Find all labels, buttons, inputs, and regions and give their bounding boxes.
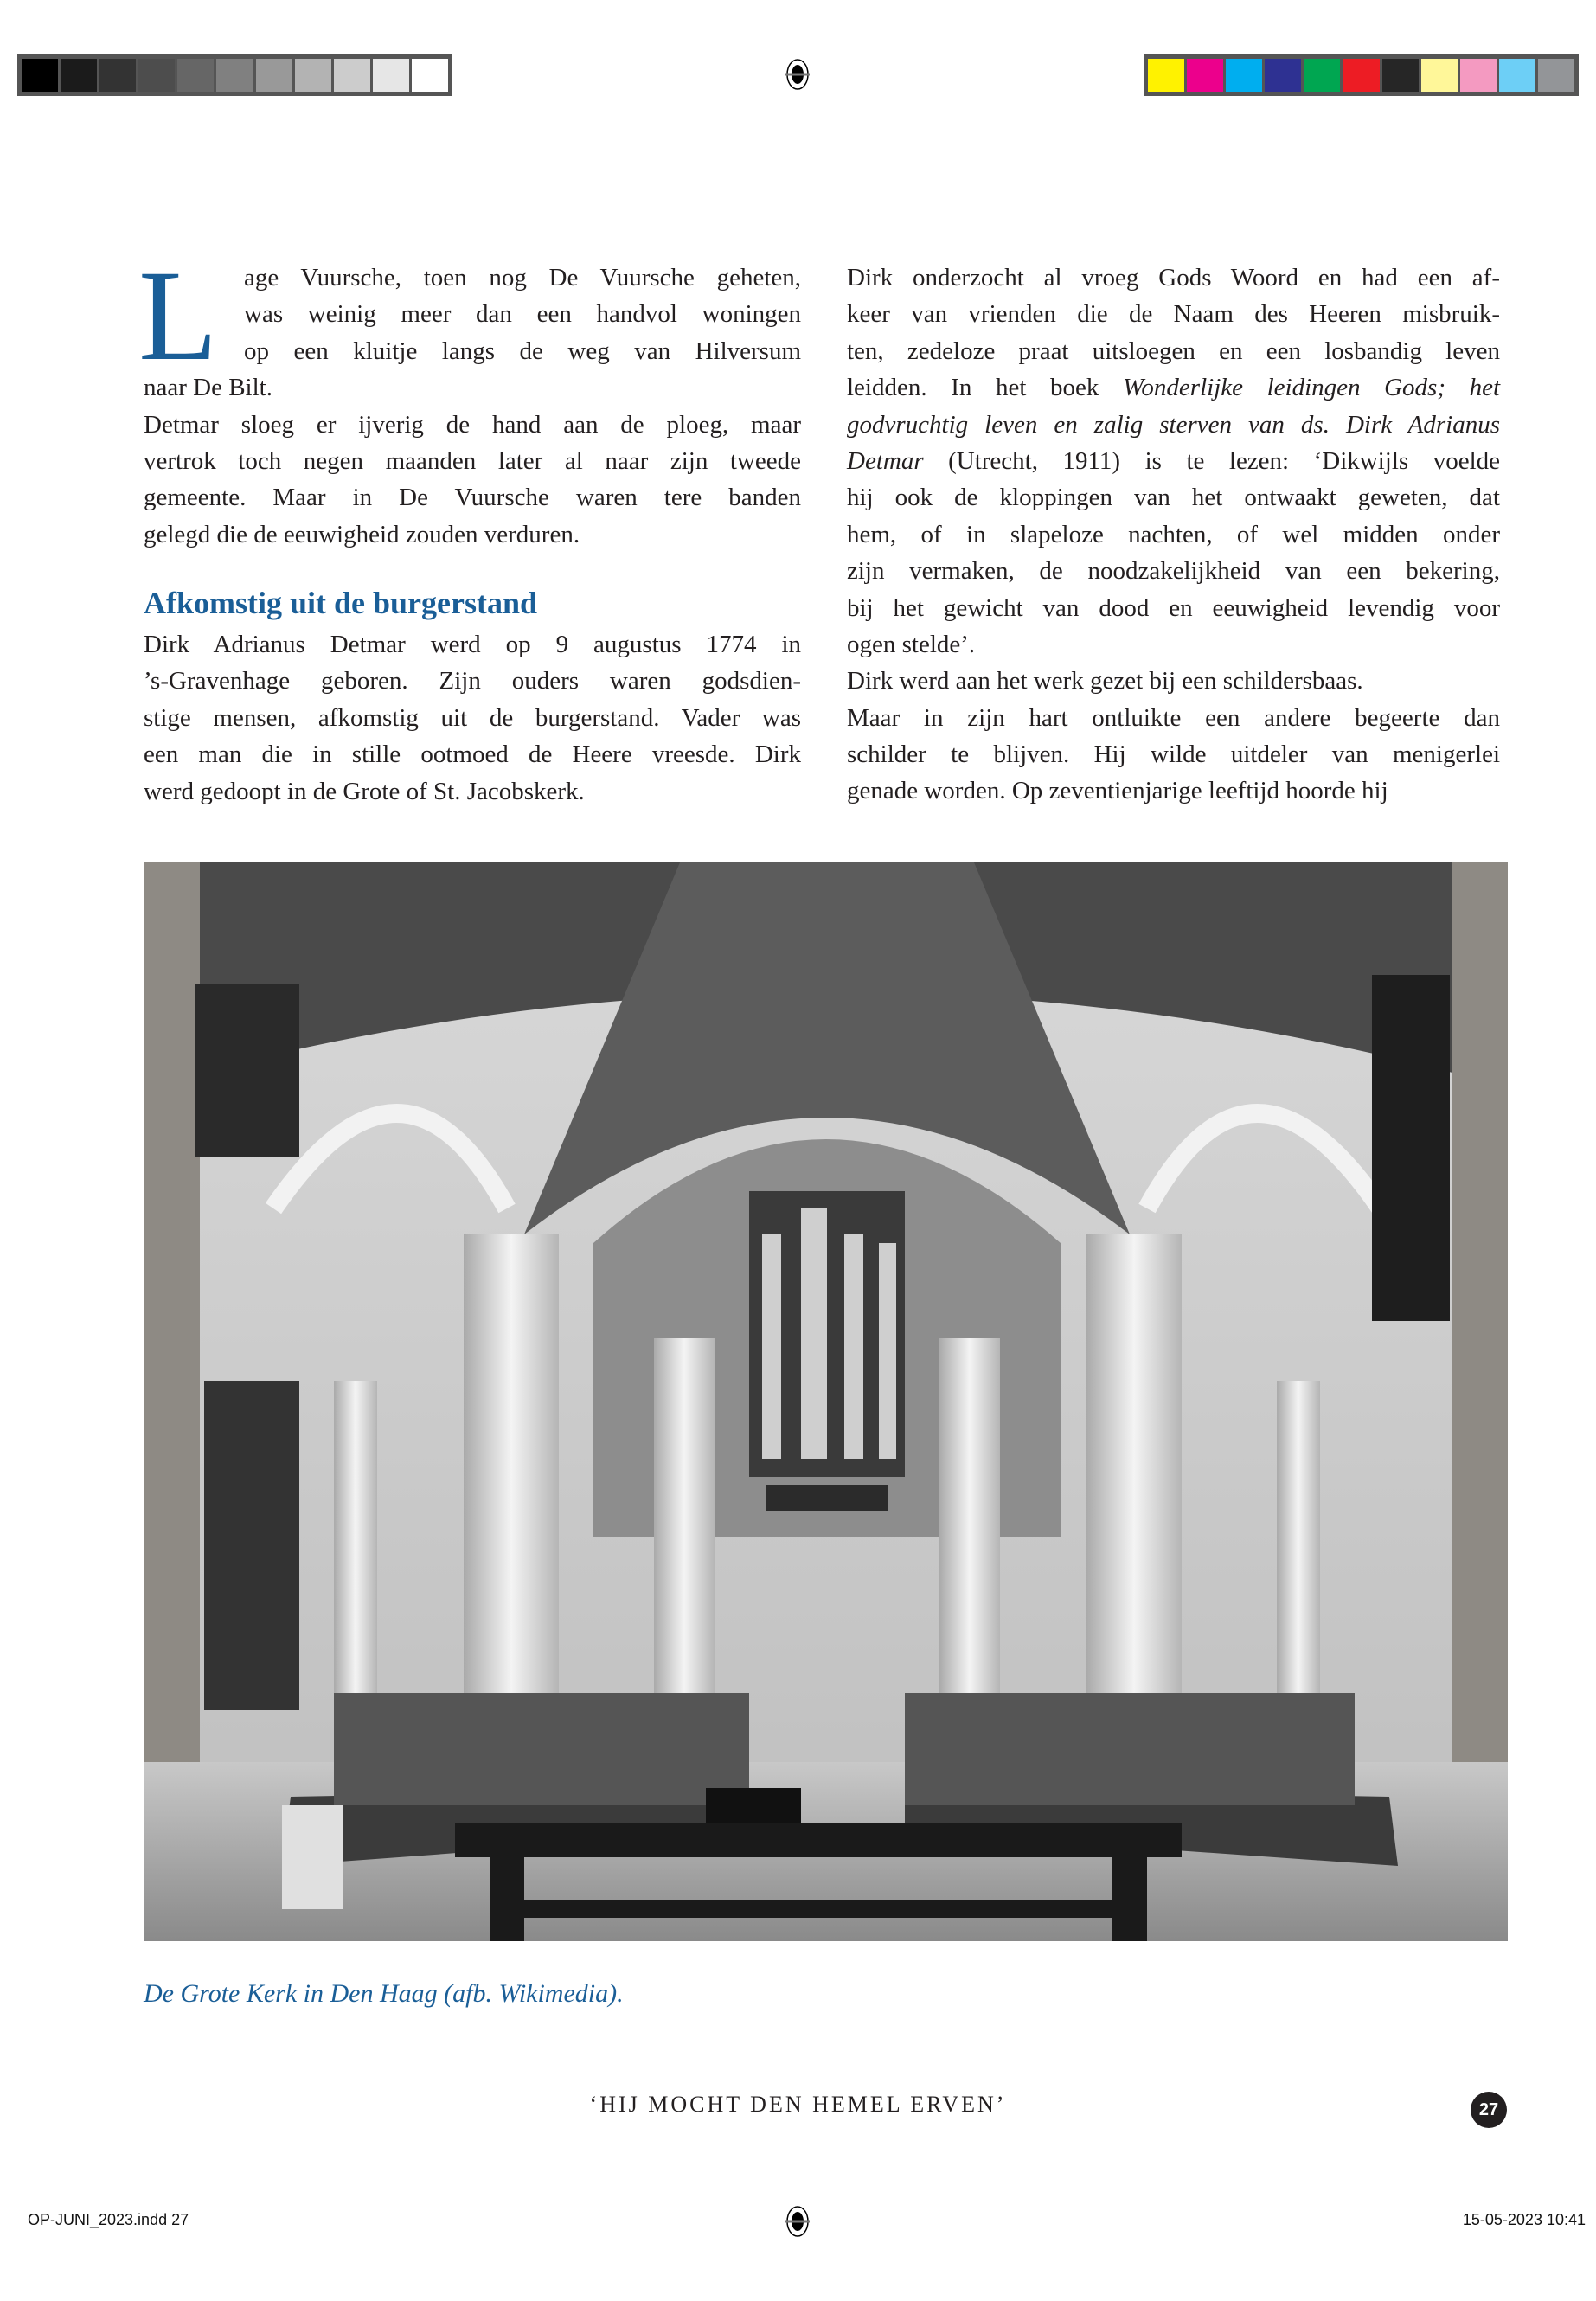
registration-mark-icon [785,57,811,92]
text-line [847,479,1500,516]
text-segment: Dirk werd aan het werk gezet bij een schildersbaas. [847,667,1363,695]
color-swatch [216,59,253,92]
color-swatch [1421,59,1458,92]
cmyk-color-bar [1144,54,1579,96]
text-segment: ten, zedeloze praat uitsloegen en een losbandig leven [847,336,1500,365]
right-column [847,260,1500,810]
registration-mark-icon [785,2204,811,2239]
grayscale-color-bar [17,54,452,96]
running-head: ‘HIJ MOCHT DEN HEMEL ERVEN’ [589,2092,1007,2117]
color-swatch [99,59,136,92]
text-line [144,700,801,736]
text-line [847,736,1500,772]
color-swatch [334,59,370,92]
text-segment: naar De Bilt. [144,374,272,402]
text-line [847,663,1500,699]
text-segment: bij het gewicht van dood en eeuwigheid levendig voor [847,593,1500,622]
text-line [144,479,801,516]
text-line [847,772,1500,809]
color-swatch [373,59,409,92]
color-swatch [412,59,448,92]
text-segment: hij ook de kloppingen van het ontwaakt geweten, dat [847,484,1500,512]
text-line [244,296,801,332]
color-swatch [1538,59,1574,92]
text-segment: stige mensen, afkomstig uit de burgerstand. Vader was [144,703,801,732]
color-swatch [1460,59,1497,92]
color-swatch [61,59,97,92]
text-segment: werd gedoopt in de Grote of St. Jacobskerk. [144,777,585,805]
text-segment: leidden. In het boek [847,374,1123,402]
text-line [847,407,1500,443]
slug-filename: OP-JUNI_2023.indd 27 [28,2211,189,2228]
text-line [144,663,801,699]
text-segment: age Vuursche, toen nog De Vuursche geheten, [244,264,801,292]
text-line [847,590,1500,626]
color-swatch [1148,59,1184,92]
slug-timestamp: 15-05-2023 10:41 [1462,2211,1586,2228]
text-segment: (Utrecht, 1911) is te lezen: ‘Dikwijls voelde [923,446,1500,475]
page-number-badge: 27 [1471,2092,1507,2128]
text-segment: hem, of in slapeloze nachten, of wel midden onder [847,520,1500,548]
text-line [847,553,1500,589]
color-swatch [1265,59,1301,92]
text-line [144,407,801,443]
section-heading: Afkomstig uit de burgerstand [144,586,538,620]
color-swatch [1343,59,1379,92]
text-line [144,516,801,553]
color-swatch [295,59,331,92]
drop-cap: L [138,244,218,388]
text-line [144,773,801,810]
church-interior-photo [144,862,1508,1941]
italic-title-text: Detmar [847,446,924,475]
text-line [847,443,1500,479]
text-segment: ogen stelde’. [847,630,976,658]
text-line [244,333,801,369]
text-segment: Dirk onderzocht al vroeg Gods Woord en had een af- [847,264,1500,292]
text-line [144,736,801,772]
italic-title-text: Wonderlijke leidingen Gods; het [1122,374,1501,402]
text-segment: ’s-Gravenhage geboren. Zijn ouders waren godsdien- [144,667,801,695]
text-segment: Maar in zijn hart ontluikte een andere begeerte dan [847,703,1500,732]
text-line [847,626,1500,663]
color-swatch [177,59,214,92]
text-segment: vertrok toch negen maanden later al naar zijn tweede [144,446,801,475]
color-swatch [256,59,292,92]
italic-title-text: godvruchtig leven en zalig sterven van ds. Dirk Adrianus [847,410,1500,439]
text-line [847,333,1500,369]
text-line [847,700,1500,736]
text-line [847,260,1500,296]
photo-caption: De Grote Kerk in Den Haag (afb. Wikimedia). [144,1979,624,2008]
color-swatch [1382,59,1419,92]
text-line [244,260,801,296]
text-line [847,369,1500,406]
color-swatch [1226,59,1262,92]
color-swatch [1499,59,1535,92]
text-segment: gemeente. Maar in De Vuursche waren tere banden [144,484,801,512]
text-line [144,443,801,479]
text-segment: was weinig meer dan een handvol woningen [244,300,801,329]
text-segment: genade worden. Op zeventienjarige leeftijd hoorde hij [847,777,1388,805]
color-swatch [1304,59,1340,92]
text-segment: keer van vrienden die de Naam des Heeren misbruik- [847,300,1500,329]
text-segment: een man die in stille ootmoed de Heere vreesde. Dirk [144,740,801,769]
text-segment: Dirk Adrianus Detmar werd op 9 augustus 1774 in [144,631,801,658]
color-swatch [138,59,175,92]
text-segment: Detmar sloeg er ijverig de hand aan de ploeg, maar [144,410,801,439]
text-line [144,369,801,406]
left-column-section [144,626,801,810]
color-swatch [22,59,58,92]
text-line [847,296,1500,332]
left-column-intro [144,260,801,553]
text-line [144,626,801,663]
text-segment: schilder te blijven. Hij wilde uitdeler van menigerlei [847,740,1500,769]
text-segment: zijn vermaken, de noodzakelijkheid van een bekering, [847,557,1500,586]
text-segment: op een kluitje langs de weg van Hilversum [244,336,801,365]
color-swatch [1187,59,1223,92]
text-line [847,516,1500,553]
text-segment: gelegd die de eeuwigheid zouden verduren. [144,520,580,548]
